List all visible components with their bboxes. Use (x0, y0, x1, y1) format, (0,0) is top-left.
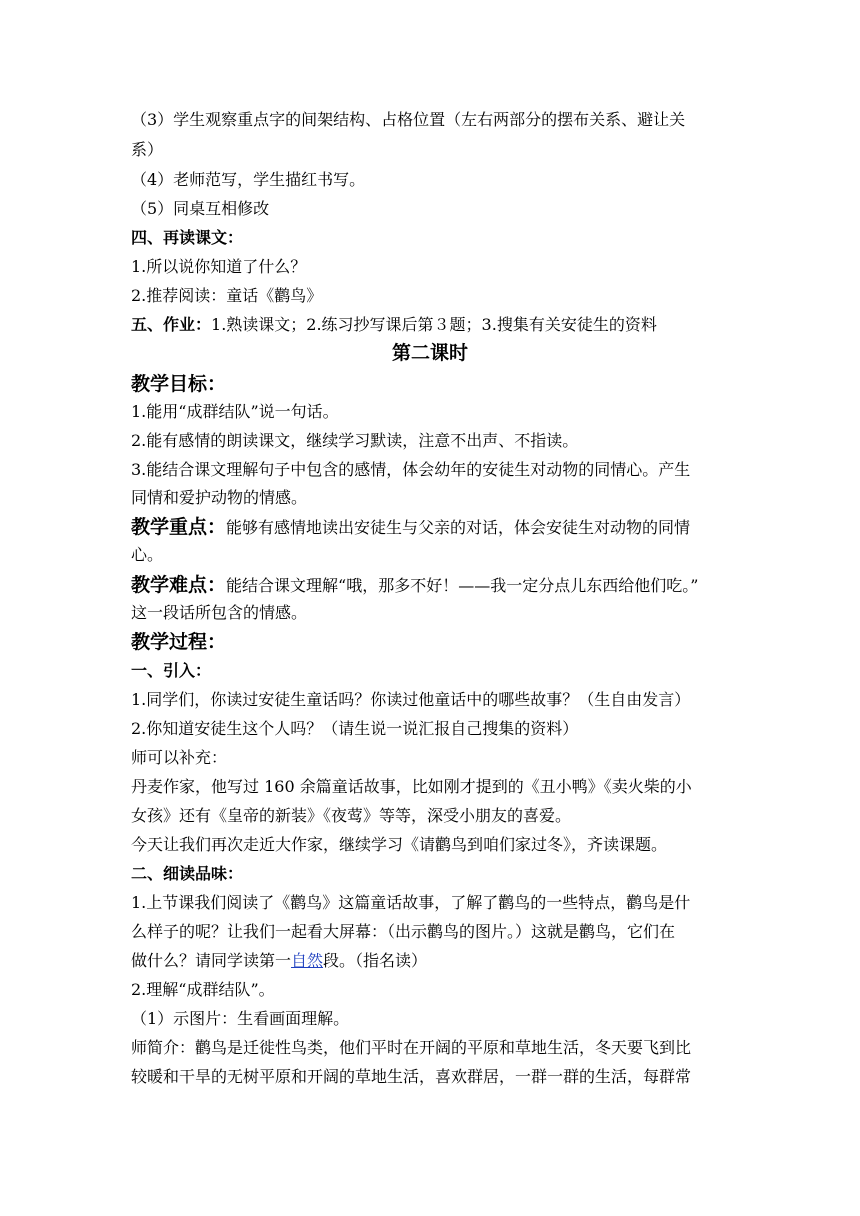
text-line: 系） (131, 140, 164, 159)
heading-difficulty: 教学难点： (131, 574, 227, 596)
text-line: （4）老师范写，学生描红书写。 (131, 170, 366, 189)
text-line: 2.推荐阅读：童话《鹳鸟》 (131, 286, 323, 305)
text-line: 女孩》还有《皇帝的新装》《夜莺》等等，深受小朋友的喜爱。 (131, 806, 572, 825)
section-heading: 一、引入： (131, 661, 212, 680)
text-line: 心。 (131, 545, 164, 564)
text-line: 较暖和干旱的无树平原和开阔的草地生活，喜欢群居，一群一群的生活，每群常 (131, 1067, 692, 1086)
heading-process: 教学过程： (131, 631, 227, 653)
key-points-text: 能够有感情地读出安徒生与父亲的对话，体会安徒生对动物的同情 (226, 518, 691, 537)
text-line: 同情和爱护动物的情感。 (131, 488, 308, 507)
text-line: 丹麦作家，他写过 160 余篇童话故事，比如刚才提到的《丑小鸭》《卖火柴的小 (131, 777, 692, 796)
natural-paragraph-link[interactable]: 自然 (291, 951, 324, 970)
text-line: 今天让我们再次走近大作家，继续学习《请鹳鸟到咱们家过冬》，齐读课题。 (131, 835, 668, 854)
section-heading: 五、作业： (131, 315, 212, 334)
text-line: 3.能结合课文理解句子中包含的感情，体会幼年的安徒生对动物的同情心。产生 (131, 460, 691, 479)
text-line: 2.你知道安徒生这个人吗？（请生说一说汇报自己搜集的资料） (131, 719, 579, 738)
text-line (131, 951, 731, 971)
text-line: （3）学生观察重点字的间架结构、占格位置（左右两部分的摆布关系、避让关 (131, 110, 686, 129)
text-line: 师简介：鹳鸟是迁徙性鸟类，他们平时在开阔的平原和草地生活，冬天要飞到比 (131, 1038, 692, 1057)
section-heading: 四、再读课文： (131, 228, 244, 247)
text-line: 这一段话所包含的情感。 (131, 603, 308, 622)
text-line: 么样子的呢？让我们一起看大屏幕：（出示鹳鸟的图片。）这就是鹳鸟，它们在 (131, 922, 676, 941)
text-segment: 段。（指名读） (323, 951, 428, 970)
text-line: 2.能有感情的朗读课文，继续学习默读，注意不出声、不指读。 (131, 431, 579, 450)
text-segment: 做什么？请同学读第一 (131, 951, 292, 970)
text-line: 1.同学们，你读过安徒生童话吗？你读过他童话中的哪些故事？（生自由发言） (131, 690, 691, 709)
heading-goals: 教学目标： (131, 373, 227, 395)
lesson-title: 第二课时 (391, 342, 468, 364)
text-line: （5）同桌互相修改 (131, 199, 270, 218)
key-points-line (131, 515, 731, 539)
section-heading: 二、细读品味： (131, 864, 244, 883)
text-line: 师可以补充： (131, 748, 228, 767)
homework-line (131, 315, 731, 335)
text-line: （1）示图片：生看画面理解。 (131, 1009, 350, 1028)
heading-key-points: 教学重点： (131, 516, 227, 538)
homework-text: 1.熟读课文；2.练习抄写课后第３题；3.搜集有关安徒生的资料 (211, 315, 657, 334)
text-line: 1.所以说你知道了什么？ (131, 257, 307, 276)
difficulty-text: 能结合课文理解“哦，那多不好！——我一定分点儿东西给他们吃。” (226, 576, 699, 595)
difficulty-line (131, 573, 731, 597)
text-line: 1.上节课我们阅读了《鹳鸟》这篇童话故事，了解了鹳鸟的一些特点，鹳鸟是什 (131, 893, 691, 912)
text-line: 2.理解“成群结队”。 (131, 980, 275, 999)
text-line: 1.能用“成群结队”说一句话。 (131, 402, 339, 421)
